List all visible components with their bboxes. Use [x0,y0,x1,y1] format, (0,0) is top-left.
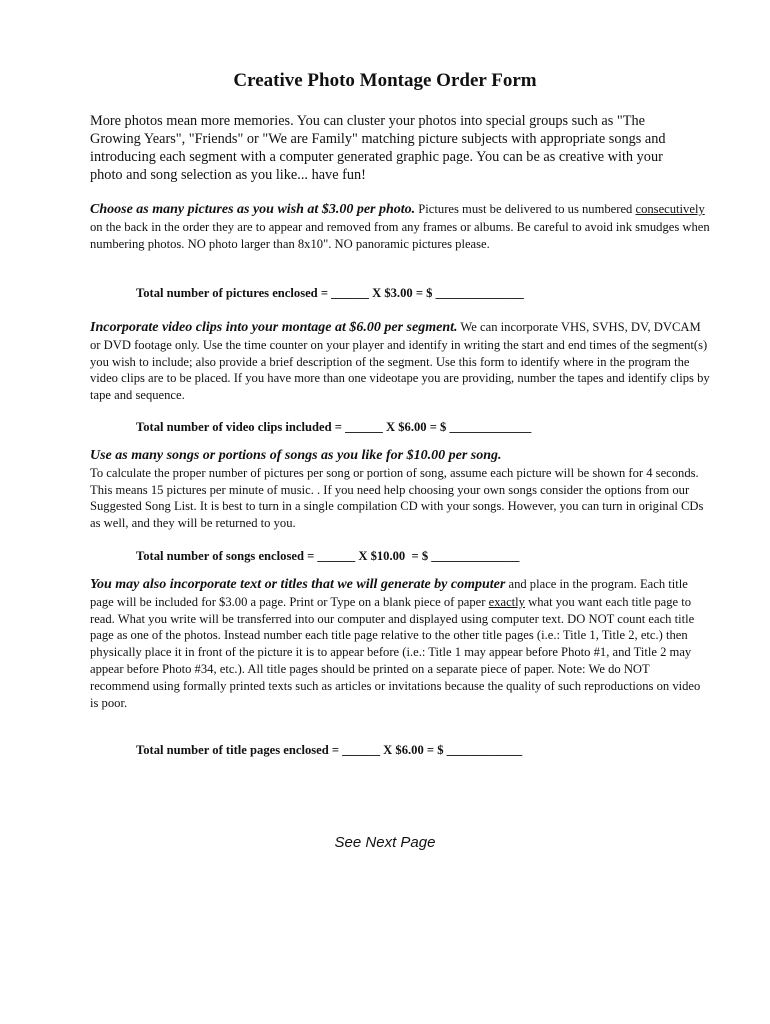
pictures-text-a: Pictures must be delivered to us numbered [415,202,636,216]
video-lead: Incorporate video clips into your montage at $6.00 per segment. [90,320,458,335]
songs-section [90,448,710,532]
video-text: We can incorporate VHS, SVHS, DV, DVCAM or DVD footage only. Use the time counter on your player and identify in writing the start and end times of the segment(s) you wish to include; also provide a brief description of the segment. Use this form to identify where in the program the video clips are to be placed. If you have more than one videotape you are providing, number the tapes and identify clips by tape and sequence. [90,320,710,403]
songs-lead: Use as many songs or portions of songs as you like for $10.00 per song. [90,448,502,463]
video-total-line: Total number of video clips included = ______ X $6.00 = $ _____________ [136,420,532,434]
titles-total-line: Total number of title pages enclosed = ______ X $6.00 = $ ____________ [136,743,523,757]
pictures-text-b: on the back in the order they are to appear and removed from any frames or albums. Be careful to avoid ink smudges when numbering photos. NO photo larger than 8x10". NO panoramic pictures please. [90,219,710,251]
songs-text: To calculate the proper number of pictures per song or portion of song, assume each picture will be shown for 4 seconds. This means 15 pictures per minute of music. . If you need help choosing your own songs consider the options from our Suggested Song List. It is best to turn in a single compilation CD with your songs. However, you can turn in original CDs as well, and they will be returned to you. [90,465,704,531]
songs-total-line: Total number of songs enclosed = ______ X $10.00 = $ ______________ [136,549,520,563]
titles-lead: You may also incorporate text or titles that we will generate by computer [90,577,506,592]
titles-underlined: exactly [488,594,525,609]
titles-text-b: what you want each title page to read. What you write will be transferred into our computer and displayed using computer text. DO NOT count each title page as one of the photos. Instead number each title page relative to the other title pages (i.e.: Title 1, Title 2, etc.) then physically place it in front of the picture it is to appear before (i.e.: Title 1 may appear before Photo #1, and Title 2 may appear before Photo #34, etc.). All title pages should be printed on a separate piece of paper. Note: We do NOT recommend using formally printed texts such as articles or invitations because the quality of such reproductions on video is poor. [90,594,701,710]
pictures-section [90,201,710,252]
pictures-total-line: Total number of pictures enclosed = ______ X $3.00 = $ ______________ [136,286,524,300]
pictures-lead: Choose as many pictures as you wish at $3.00 per photo. [90,202,416,217]
titles-text-a: and place in the program. Each title page will be included for $3.00 a page. Print or Type on a blank piece of paper [90,577,688,609]
titles-section [90,576,710,711]
intro-paragraph: More photos mean more memories. You can cluster your photos into special groups such as "The Growing Years", "Friends" or "We are Family" matching picture subjects with appropriate songs and introducing each segment with a computer generated graphic page. You can be as creative with your photo and song selection as you like... have fun! [90,113,666,183]
see-next-page-note: See Next Page [334,834,436,851]
video-section [90,319,710,404]
page-title: Creative Photo Montage Order Form [233,70,537,91]
pictures-underlined: consecutively [635,202,705,216]
